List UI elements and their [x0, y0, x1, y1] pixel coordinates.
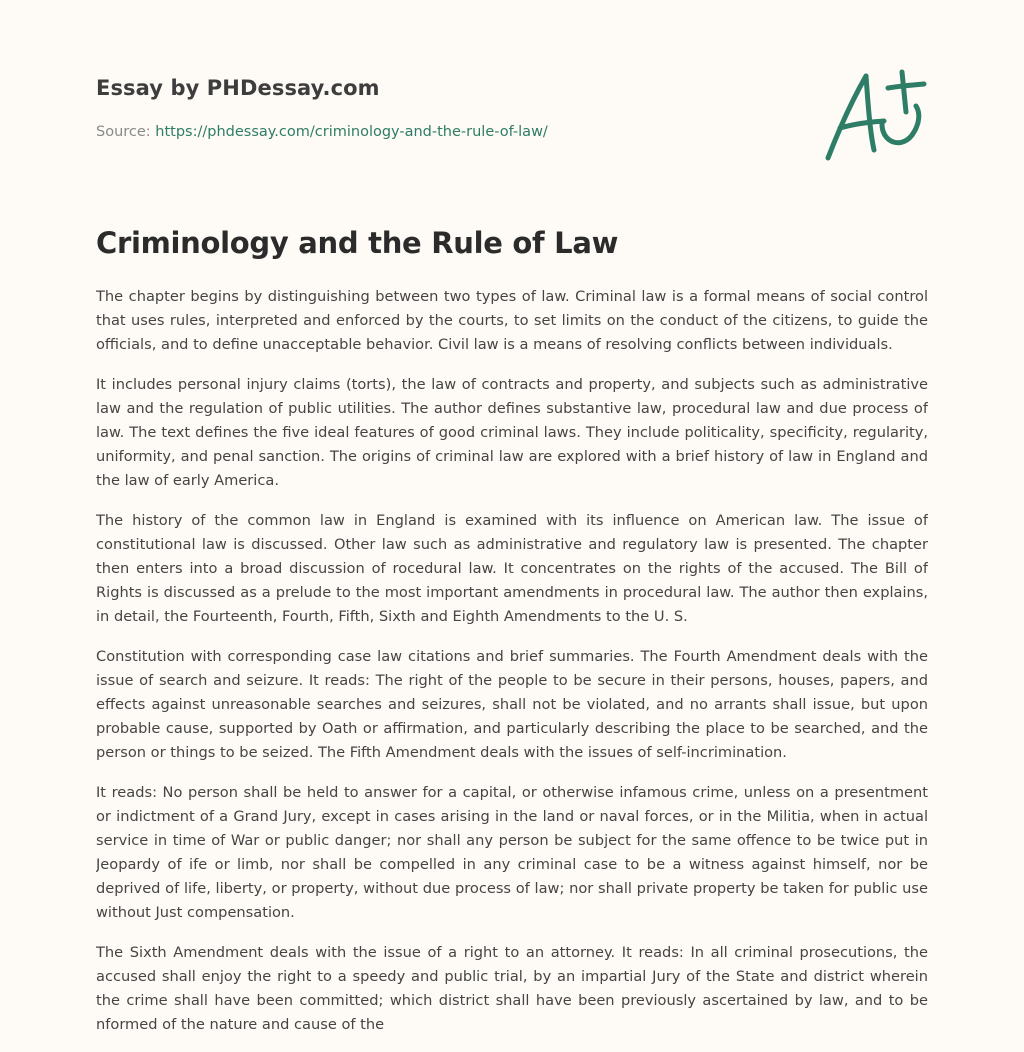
source-line: [96, 124, 548, 140]
essay-paragraph: The chapter begins by distinguishing between two types of law. Criminal law is a formal means of social control that uses rules, interpreted and enforced by the courts, to set limits on the conduct of the citizens, to guide the officials, and to define unacceptable behavior. Civil law is a means of resolving conflicts between individuals.: [96, 288, 928, 353]
essay-title: Criminology and the Rule of Law: [96, 226, 619, 260]
essay-paragraph: The Sixth Amendment deals with the issue of a right to an attorney. It reads: In all criminal prosecutions, the accused shall enjoy the right to a speedy and public trial, by an impartial Jury of the State and district wherein the crime shall have been committed; which district shall have been previously ascertained by law, and to be nformed of the nature and cause of the: [96, 944, 928, 1033]
essay-paragraph: It reads: No person shall be held to answer for a capital, or otherwise infamous crime, unless on a presentment or indictment of a Grand Jury, except in cases arising in the land or naval forces, or in the Militia, when in actual service in time of War or public danger; nor shall any person be subject for the same offence to be twice put in Jeopardy of ife or limb, nor shall be compelled in any criminal case to be a witness against himself, nor be deprived of life, liberty, or property, without due process of law; nor shall private property be taken for public use without Just compensation.: [96, 784, 928, 921]
source-label: Source:: [96, 124, 156, 140]
essay-paragraph: It includes personal injury claims (torts), the law of contracts and property, and subjects such as administrative law and the regulation of public utilities. The author defines substantive law, procedural law and due process of law. The text defines the five ideal features of good criminal laws. They include politicality, specificity, regularity, uniformity, and penal sanction. The origins of criminal law are explored with a brief history of law in England and the law of early America.: [96, 376, 928, 489]
source-link[interactable]: https://phdessay.com/criminology-and-the-rule-of-law/: [155, 124, 548, 140]
brand-title: Essay by PHDessay.com: [96, 76, 380, 100]
essay-body: [96, 285, 928, 1047]
essay-header: [96, 0, 928, 200]
essay-paragraph: The history of the common law in England is examined with its influence on American law. The issue of constitutional law is discussed. Other law such as administrative and regulatory law is presented. The chapter then enters into a broad discussion of rocedural law. It concentrates on the rights of the accused. The Bill of Rights is discussed as a prelude to the most important amendments in procedural law. The author then explains, in detail, the Fourteenth, Fourth, Fifth, Sixth and Eighth Amendments to the U. S.: [96, 512, 928, 625]
essay-paragraph: Constitution with corresponding case law citations and brief summaries. The Fourth Amendment deals with the issue of search and seizure. It reads: The right of the people to be secure in their persons, houses, papers, and effects against unreasonable searches and seizures, shall not be violated, and no arrants shall issue, but upon probable cause, supported by Oath or affirmation, and particularly describing the place to be searched, and the person or things to be seized. The Fifth Amendment deals with the issues of self-incrimination.: [96, 648, 928, 761]
a-plus-logo-icon: [820, 66, 930, 166]
